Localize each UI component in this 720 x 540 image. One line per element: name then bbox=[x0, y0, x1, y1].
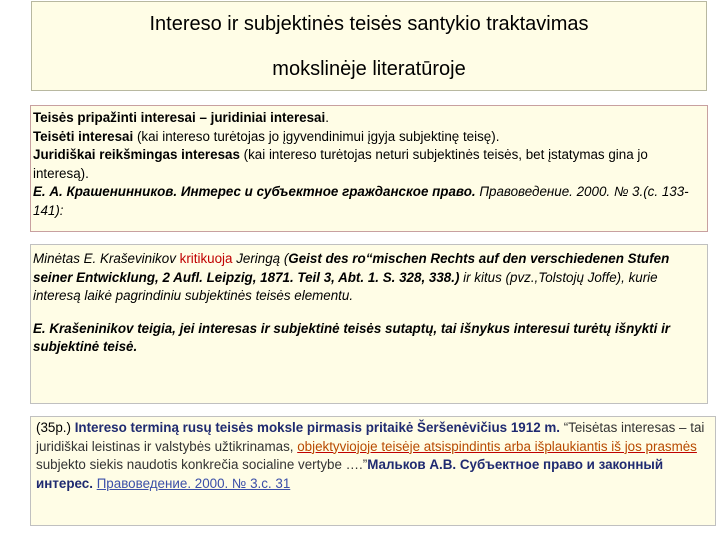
slide-title bbox=[31, 1, 707, 91]
shershenevich-sentence: Intereso terminą rusų teisės moksle pirmasis pritaikė Šeršenėvičius 1912 m. bbox=[74, 420, 560, 435]
citation-line bbox=[33, 183, 701, 220]
malkov-citation: Мальков А.В. Субъектное право и законный интерес. bbox=[36, 457, 664, 491]
criticizes-word: kritikuoja bbox=[179, 251, 233, 266]
definition-line-3: Juridiškai reikšmingas interesas (kai intereso turėtojas neturi subjektinės teisės, bet įstatymas gina jo interesą). bbox=[33, 147, 648, 181]
critique-box bbox=[30, 244, 708, 404]
history-box bbox=[30, 416, 716, 526]
legally-significant-term: Juridiškai reikšmingas interesas bbox=[33, 147, 240, 163]
highlighted-phrase: objektyviojoje teisėje atsispindintis arba išplaukiantis iš jos prasmės bbox=[297, 438, 697, 454]
title-line-1: Intereso ir subjektinės teisės santykio traktavimas bbox=[149, 13, 589, 35]
jhering-citation: Geist des ro“mischen Rechts auf den verschiedenen Stufen seiner Entwicklung, 2 Aufl. Leipzig, 1871. Teil 3, Abt. 1. S. 328, 338.) bbox=[33, 251, 670, 285]
definition-line-1: Teisės pripažinti interesai – juridiniai interesai. bbox=[33, 110, 329, 125]
critique-paragraph: Minėtas E. Kraševinikov kritikuoja Jeringą (Geist des ro“mischen Rechts auf den verschiedenen Stufen seiner Entwicklung, 2 Aufl. Leipzig, 1871. Teil 3, Abt. 1. S. 328, 338.) ir kitus (pvz.,Tolstojų Joffe), kurie interesą laikė pagrindiniu subjektinės teisės elementu. bbox=[33, 251, 670, 304]
krasheninnikov-claim: E. Krašeninikov teigia, jei interesas ir subjektinė teisės sutaptų, tai išnykus interesui turėtų išnykti ir subjektinė teisė. bbox=[33, 320, 671, 355]
history-paragraph: (35p.) Intereso terminą rusų teisės moksle pirmasis pritaikė Šeršenėvičius 1912 m. “Teisėtas interesas – tai juridiškai leistinas ir valstybės užtikrinamas, objektyviojoje teisėje atsispindintis arba išplaukiantis iš jos prasmės subjekto siekis naudotis konkrečia socialine vertybe ….”Мальков А.В. Субъектное право и законный интерес. Правоведение. 2000. № 3.с. 31 bbox=[36, 420, 705, 491]
definition-line-2: Teisėti interesai (kai intereso turėtojas jo įgyvendinimui įgyja subjektinę teisę). bbox=[33, 128, 500, 144]
citation-source: Правоведение. 2000. № 3.(с. 133-141): bbox=[33, 184, 689, 218]
definitions-box bbox=[30, 105, 708, 232]
citation-author-title: Е. А. Крашенинников. Интерес и субъектное гражданское право. bbox=[33, 184, 476, 200]
title-line-2: mokslinėje literatūroje bbox=[272, 58, 466, 80]
journal-reference-link[interactable]: Правоведение. 2000. № 3.с. 31 bbox=[96, 475, 291, 491]
legal-interests-term: Teisės pripažinti interesai – juridiniai interesai bbox=[33, 110, 326, 125]
lawful-interests-term: Teisėti interesai bbox=[33, 128, 134, 144]
